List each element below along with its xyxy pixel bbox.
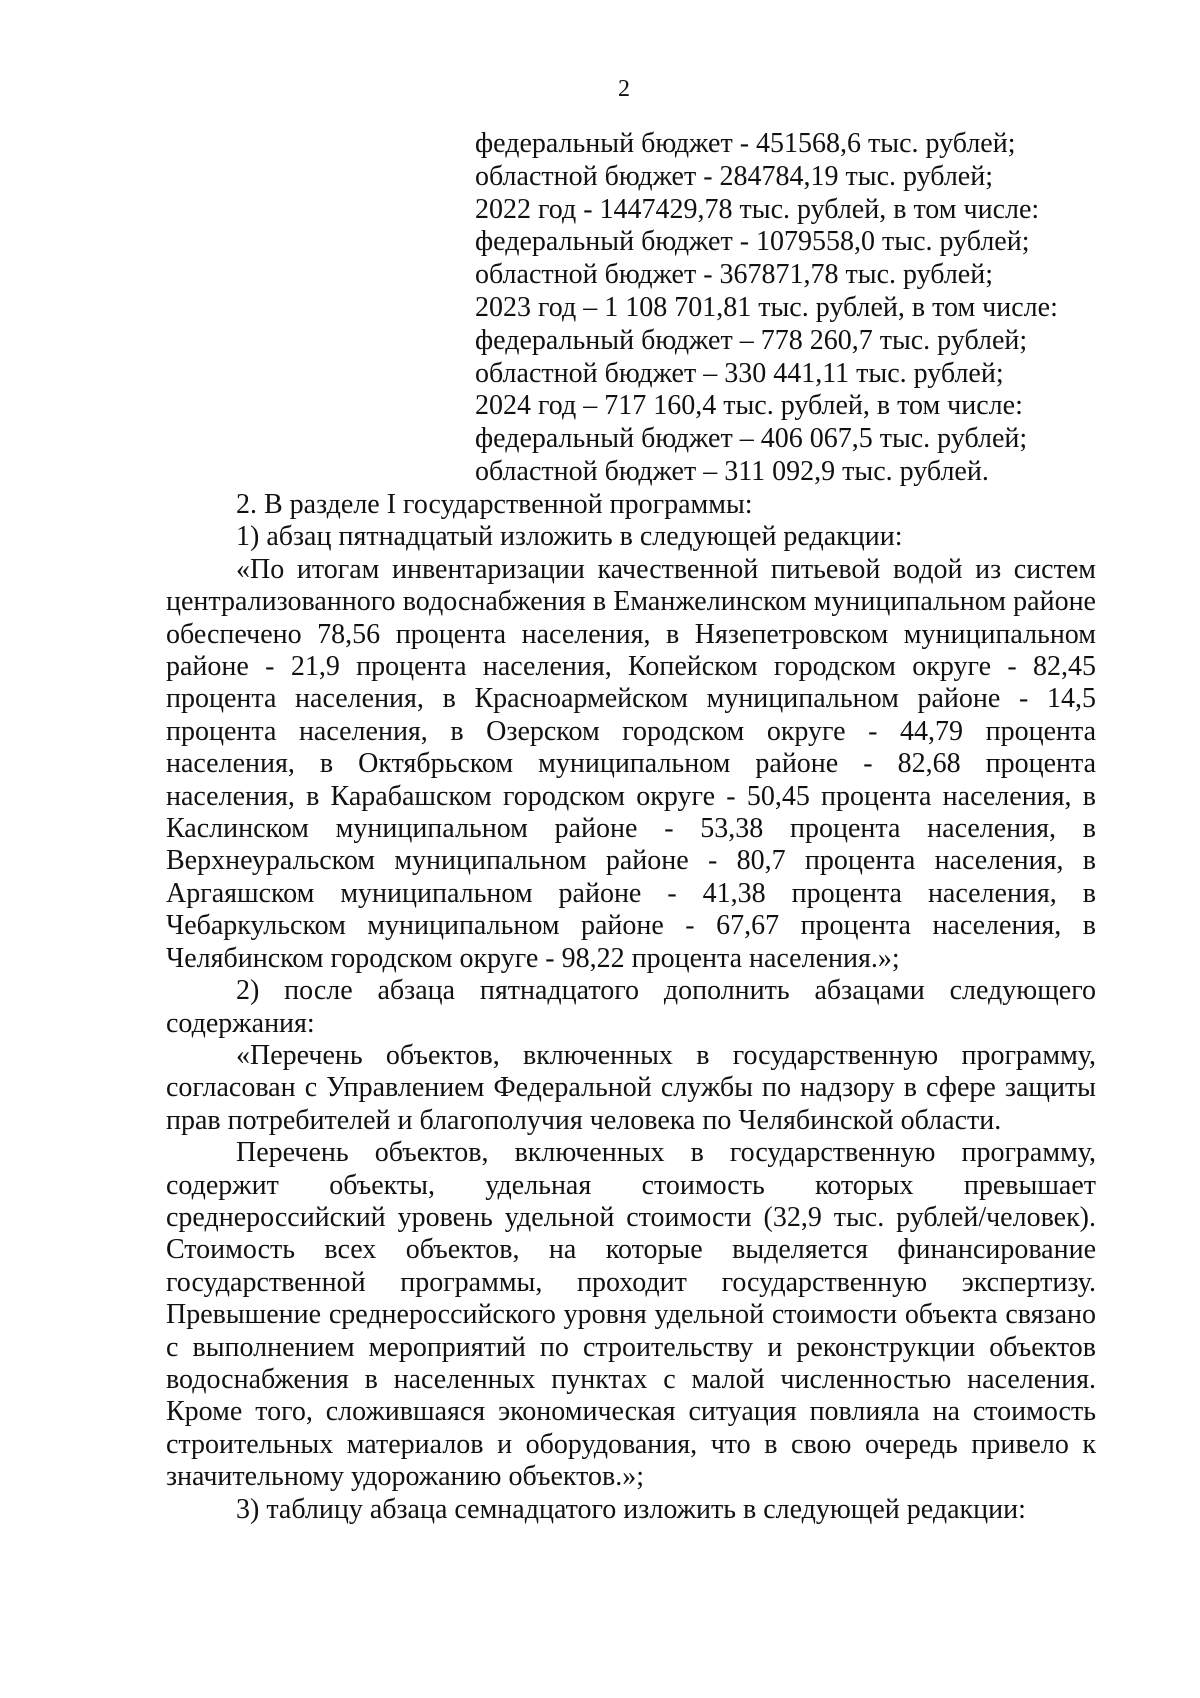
budget-line: федеральный бюджет – 406 067,5 тыс. рублей; bbox=[475, 423, 1028, 455]
budget-line: федеральный бюджет – 778 260,7 тыс. рублей; bbox=[475, 324, 1028, 356]
budget-line: областной бюджет – 330 441,11 тыс. рублей; bbox=[475, 357, 1004, 389]
budget-line: областной бюджет - 284784,19 тыс. рублей; bbox=[475, 160, 993, 192]
quoted-paragraph-unit-cost: Перечень объектов, включенных в государственную программу, содержит объекты, удельная стоимость которых превышает среднероссийский уровень удельной стоимости (32,9 тыс. рублей/человек). Стоимость всех объектов, на которые выделяется финансирование государственной программы, проходит государственную экспертизу. Превышение среднероссийского уровня удельной стоимости объекта связано с выполнением мероприятий по строительству и реконструкции объектов водоснабжения в населенных пунктах с малой численностью населения. Кроме того, сложившаяся экономическая ситуация повлияла на стоимость строительных материалов и оборудования, что в свою очередь привело к значительному удорожанию объектов.»; bbox=[166, 1137, 1096, 1493]
budget-line: областной бюджет – 311 092,9 тыс. рублей. bbox=[475, 455, 989, 487]
page-number: 2 bbox=[618, 76, 630, 102]
budget-line: 2022 год - 1447429,78 тыс. рублей, в том числе: bbox=[475, 193, 1040, 225]
document-body bbox=[166, 489, 1096, 1526]
quoted-paragraph-objects-list: «Перечень объектов, включенных в государственную программу, согласован с Управлением Федеральной службы по надзору в сфере защиты прав потребителей и благополучия человека по Челябинской области. bbox=[166, 1039, 1096, 1136]
budget-breakdown bbox=[475, 128, 1115, 489]
budget-line: федеральный бюджет - 451568,6 тыс. рублей; bbox=[475, 128, 1016, 159]
section-heading-paragraph: 2. В разделе I государственной программы: bbox=[236, 489, 753, 520]
amendment-item-2: 2) после абзаца пятнадцатого дополнить абзацами следующего содержания: bbox=[166, 975, 1096, 1039]
budget-line: 2023 год – 1 108 701,81 тыс. рублей, в том числе: bbox=[475, 291, 1058, 323]
budget-line: 2024 год – 717 160,4 тыс. рублей, в том числе: bbox=[475, 390, 1023, 422]
budget-line: областной бюджет - 367871,78 тыс. рублей; bbox=[475, 259, 993, 291]
quoted-paragraph-population: «По итогам инвентаризации качественной питьевой водой из систем централизованного водоснабжения в Еманжелинском муниципальном районе обеспечено 78,56 процента населения, в Нязепетровском муниципальном районе - 21,9 процента населения, Копейском городском округе - 82,45 процента населения, в Красноармейском муниципальном районе - 14,5 процента населения, в Озерском городском округе - 44,79 процента населения, в Октябрьском муниципальном районе - 82,68 процента населения, в Карабашском городском округе - 50,45 процента населения, в Каслинском муниципальном районе - 53,38 процента населения, в Верхнеуральском муниципальном районе - 80,7 процента населения, в Аргаяшском муниципальном районе - 41,38 процента населения, в Чебаркульском муниципальном районе - 67,67 процента населения, в Челябинском городском округе - 98,22 процента населения.»; bbox=[166, 553, 1096, 974]
amendment-item-3: 3) таблицу абзаца семнадцатого изложить в следующей редакции: bbox=[236, 1493, 1026, 1525]
amendment-item-1: 1) абзац пятнадцатый изложить в следующей редакции: bbox=[236, 521, 903, 553]
budget-line: федеральный бюджет - 1079558,0 тыс. рублей; bbox=[475, 226, 1030, 258]
